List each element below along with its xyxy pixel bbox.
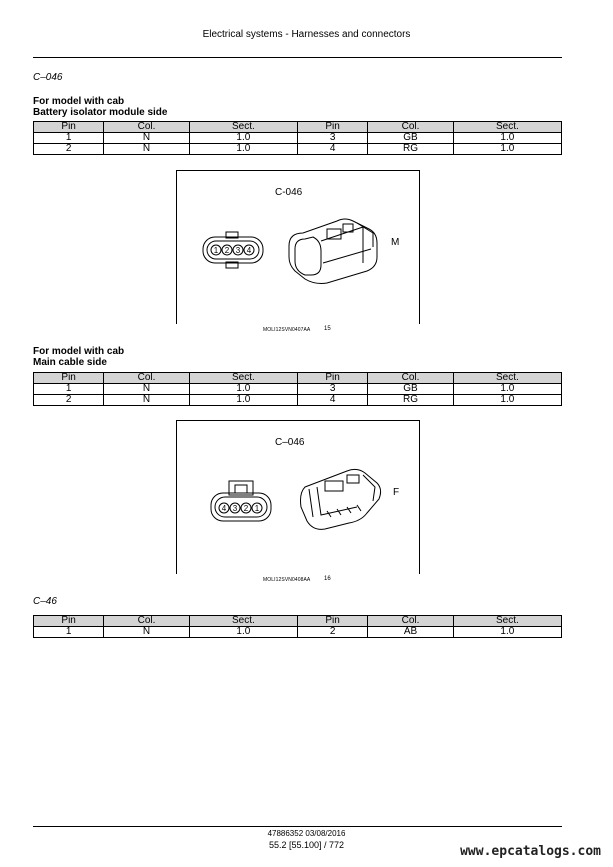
table-cell: 1.0 [453, 627, 561, 638]
table-row [34, 384, 562, 395]
table-cell: AB [368, 627, 453, 638]
figure-label: C-046 [275, 187, 303, 198]
table-cell: 1.0 [189, 627, 297, 638]
column-header: Col. [104, 616, 189, 627]
table-cell: 1.0 [189, 144, 297, 155]
table-row [34, 395, 562, 406]
section-subtitle: For model with cab [33, 346, 125, 357]
table-cell: 1.0 [453, 384, 561, 395]
column-header: Sect. [453, 373, 561, 384]
table-cell: N [104, 627, 189, 638]
column-header: Sect. [453, 616, 561, 627]
pin-number: 4 [246, 246, 252, 255]
footer-doc-number: 47886352 03/08/2016 [267, 829, 346, 838]
table-cell: 1.0 [453, 133, 561, 144]
figure-label: C–046 [275, 437, 305, 448]
column-header: Col. [368, 616, 453, 627]
table-header-row [34, 122, 562, 133]
table-cell: 3 [297, 384, 367, 395]
connector-figure [176, 170, 420, 324]
column-header: Pin [297, 616, 367, 627]
table-cell: 2 [34, 395, 104, 406]
table-cell: 1.0 [453, 144, 561, 155]
pin-table [33, 121, 562, 155]
table-cell: N [104, 395, 189, 406]
table-cell: N [104, 144, 189, 155]
table-header-row [34, 616, 562, 627]
table-cell: 4 [297, 144, 367, 155]
table-cell: 1.0 [453, 395, 561, 406]
table-cell: RG [368, 144, 453, 155]
table-cell: 1 [34, 627, 104, 638]
pin-numbers [177, 421, 419, 574]
column-header: Pin [297, 122, 367, 133]
section-subtitle: For model with cab [33, 96, 125, 107]
column-header: Pin [297, 373, 367, 384]
connector-code: C–046 [33, 72, 63, 83]
table-row [34, 144, 562, 155]
column-header: Sect. [189, 616, 297, 627]
pin-number: 1 [254, 504, 260, 513]
column-header: Sect. [453, 122, 561, 133]
section-subtitle: Battery isolator module side [33, 107, 168, 118]
watermark: www.epcatalogs.com [460, 844, 601, 859]
column-header: Col. [104, 122, 189, 133]
table-cell: RG [368, 395, 453, 406]
table-cell: 2 [34, 144, 104, 155]
connector-code: C–46 [33, 596, 57, 607]
table-cell: 1 [34, 133, 104, 144]
page-header: Electrical systems - Harnesses and connectors [202, 29, 411, 40]
column-header: Col. [368, 373, 453, 384]
table-cell: N [104, 384, 189, 395]
figure-letter: M [391, 237, 400, 248]
table-cell: 1 [34, 384, 104, 395]
column-header: Pin [34, 373, 104, 384]
table-row [34, 627, 562, 638]
pin-number: 2 [224, 246, 230, 255]
column-header: Col. [368, 122, 453, 133]
figure-number: 15 [324, 326, 331, 332]
connector-figure [176, 420, 420, 574]
table-cell: 1.0 [189, 133, 297, 144]
pin-number: 2 [243, 504, 249, 513]
column-header: Pin [34, 122, 104, 133]
pin-number: 3 [232, 504, 238, 513]
table-cell: 4 [297, 395, 367, 406]
table-cell: GB [368, 384, 453, 395]
header-rule [33, 57, 562, 58]
pin-number: 4 [221, 504, 227, 513]
column-header: Sect. [189, 373, 297, 384]
pin-numbers [177, 171, 419, 324]
table-cell: 3 [297, 133, 367, 144]
figure-letter: F [393, 487, 400, 498]
table-cell: GB [368, 133, 453, 144]
column-header: Sect. [189, 122, 297, 133]
table-cell: 1.0 [189, 384, 297, 395]
table-cell: 1.0 [189, 395, 297, 406]
figure-reference: MOLI12SVN0407AA [263, 327, 311, 333]
column-header: Pin [34, 616, 104, 627]
pin-number: 3 [235, 246, 241, 255]
figure-number: 16 [324, 576, 331, 582]
figure-reference: MOLI12SVN0408AA [263, 577, 311, 583]
pin-number: 1 [213, 246, 219, 255]
table-cell: 2 [297, 627, 367, 638]
footer-page-number: 55.2 [55.100] / 772 [268, 840, 345, 850]
pin-table [33, 372, 562, 406]
column-header: Col. [104, 373, 189, 384]
footer-rule [33, 826, 562, 827]
table-row [34, 133, 562, 144]
table-header-row [34, 373, 562, 384]
table-cell: N [104, 133, 189, 144]
section-subtitle: Main cable side [33, 357, 107, 368]
pin-table [33, 615, 562, 638]
